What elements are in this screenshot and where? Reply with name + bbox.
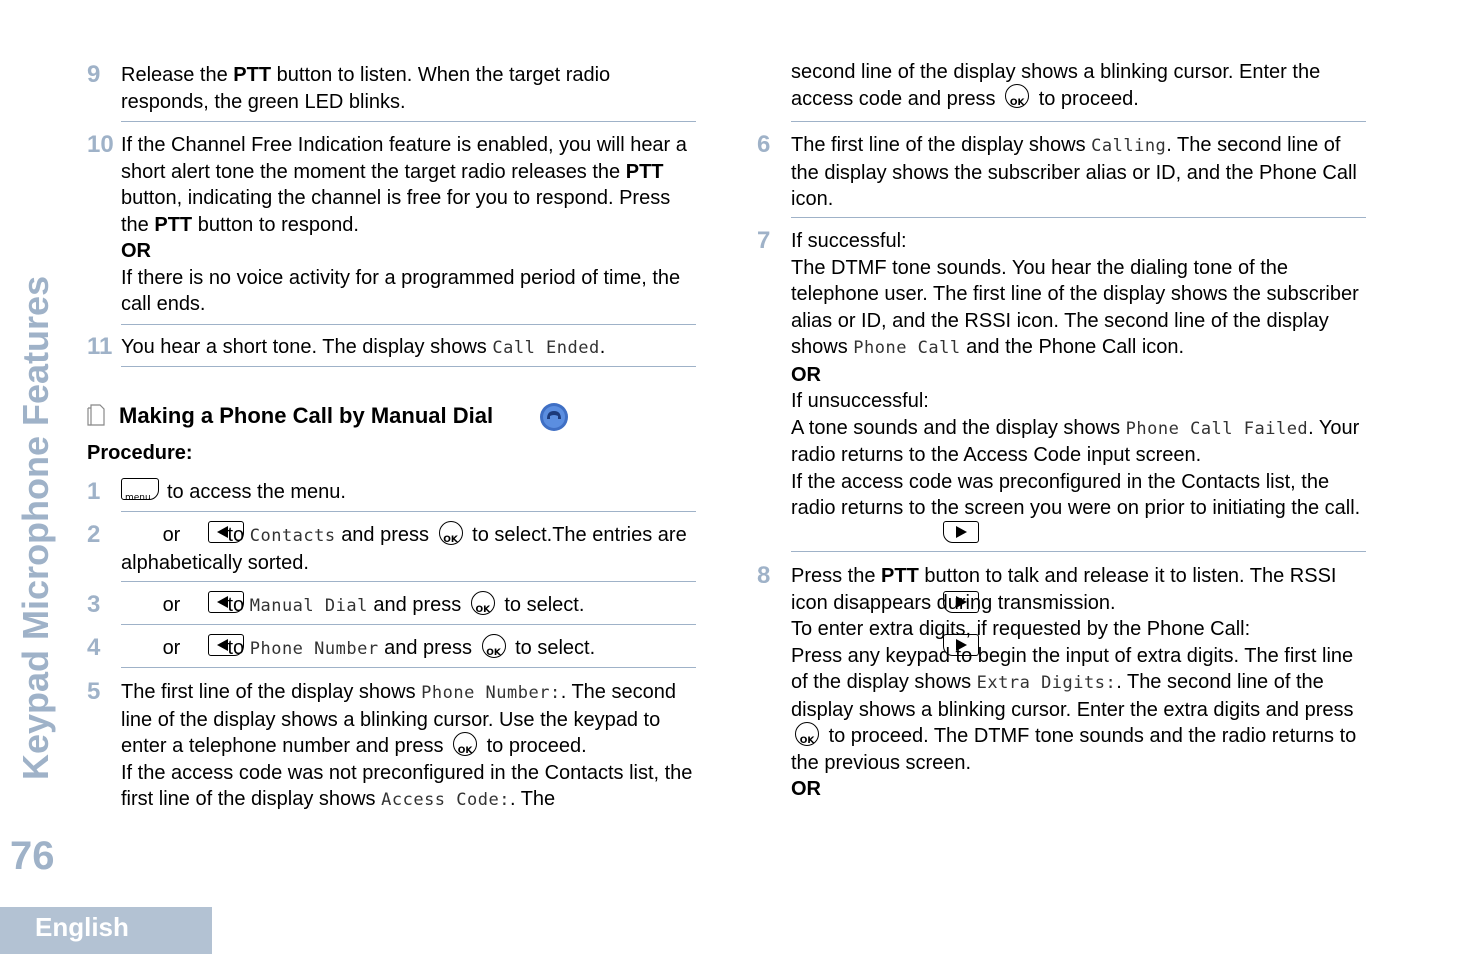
ok-button-icon: OK bbox=[471, 591, 495, 615]
step-text: The first line of the display shows Phone Number:. The second line of the display shows a blinking cursor. Use the keypad to enter a telephone number and press OK to proceed. If the access code was not preconfigured in the Contacts list, the first line of the display shows Access Code:. The bbox=[121, 681, 693, 810]
step-text: The first line of the display shows Calling. The second line of the display shows the subscriber alias or ID, and the Phone Call icon. bbox=[791, 134, 1357, 210]
document-icon bbox=[87, 404, 105, 426]
phone-call-feature-icon bbox=[539, 402, 569, 432]
step-text: You hear a short tone. The display shows Call Ended. bbox=[121, 336, 606, 358]
ok-button-icon: OK bbox=[439, 521, 463, 545]
divider bbox=[121, 581, 696, 582]
step-number: 6 bbox=[757, 131, 771, 158]
divider bbox=[121, 324, 696, 325]
step-text: If successful: The DTMF tone sounds. You hear the dialing tone of the telephone user. The first line of the display shows the subscriber alias or ID, and the RSSI icon. The second line of the display shows Phone Call and the Phone Call icon. OR If unsuccessful: A tone sounds and the display shows Phone Call Failed. Your radio returns to the Access Code input screen. If the access code was preconfigured in the Contacts list, the radio returns to the screen you were on prior to initiating the call. bbox=[791, 230, 1361, 519]
language-label: English bbox=[35, 912, 129, 942]
divider bbox=[121, 366, 696, 367]
step-number: 11 bbox=[87, 333, 113, 360]
step-text: If the Channel Free Indication feature is enabled, you will hear a short alert tone the moment the target radio releases the PTT button, indicating the channel is free for you to respond. Press the PTT button to respond. OR If there is no voice activity for a programmed period of time, the call ends. bbox=[121, 134, 687, 315]
or-label: OR bbox=[791, 363, 821, 386]
section-heading bbox=[87, 400, 707, 434]
section-title: Making a Phone Call by Manual Dial bbox=[119, 403, 494, 428]
left-arrow-key-icon bbox=[208, 591, 244, 613]
ok-button-icon: OK bbox=[795, 722, 819, 746]
step-number: 9 bbox=[87, 61, 101, 88]
page-number: 76 bbox=[10, 834, 55, 878]
divider bbox=[791, 121, 1366, 122]
step-text: second line of the display shows a blinking cursor. Enter the access code and press OK to proceed. bbox=[791, 61, 1321, 110]
step-number: 2 bbox=[87, 521, 101, 548]
step-text: or to Manual Dial and press OK to select. bbox=[121, 592, 696, 620]
step-number: 10 bbox=[87, 131, 114, 158]
step-text: Press the PTT button to talk and release it to listen. The RSSI icon disappears during transmission. To enter extra digits, if requested by the Phone Call: Press any keypad to begin the input of extra digits. The first line of the display shows Extra Digits:. The second line of the display shows a blinking cursor. Enter the extra digits and press OK to proceed. The DTMF tone sounds and the radio returns to the previous screen. OR bbox=[791, 565, 1357, 800]
procedure-label: Procedure: bbox=[87, 442, 193, 464]
divider bbox=[791, 551, 1366, 552]
language-tab bbox=[0, 907, 212, 954]
divider bbox=[121, 667, 696, 668]
step-text: Release the PTT button to listen. When the target radio responds, the green LED blinks. bbox=[121, 64, 611, 113]
divider bbox=[121, 624, 696, 625]
menu-key-icon: menu bbox=[121, 478, 159, 500]
ok-button-icon: OK bbox=[482, 634, 506, 658]
step-text: menu to access the menu. bbox=[121, 479, 696, 506]
step-text: or to Contacts and press OK to select.The entries are alphabetically sorted. bbox=[121, 522, 696, 576]
right-arrow-key-icon bbox=[943, 521, 979, 543]
divider bbox=[121, 511, 696, 512]
step-text: or to Phone Number and press OK to select. bbox=[121, 635, 696, 663]
step-number: 4 bbox=[87, 634, 101, 661]
divider bbox=[791, 217, 1366, 218]
section-side-title: Keypad Microphone Features bbox=[15, 275, 56, 780]
step-number: 1 bbox=[87, 478, 101, 505]
ok-button-icon: OK bbox=[453, 732, 477, 756]
ok-button-icon: OK bbox=[1005, 84, 1029, 108]
step-number: 7 bbox=[757, 227, 771, 254]
left-arrow-key-icon bbox=[208, 521, 244, 543]
left-arrow-key-icon bbox=[208, 634, 244, 656]
step-number: 5 bbox=[87, 678, 101, 705]
or-label: OR bbox=[791, 778, 821, 800]
step-number: 3 bbox=[87, 591, 101, 618]
step-number: 8 bbox=[757, 562, 771, 589]
divider bbox=[121, 121, 696, 122]
or-label: OR bbox=[121, 240, 151, 262]
